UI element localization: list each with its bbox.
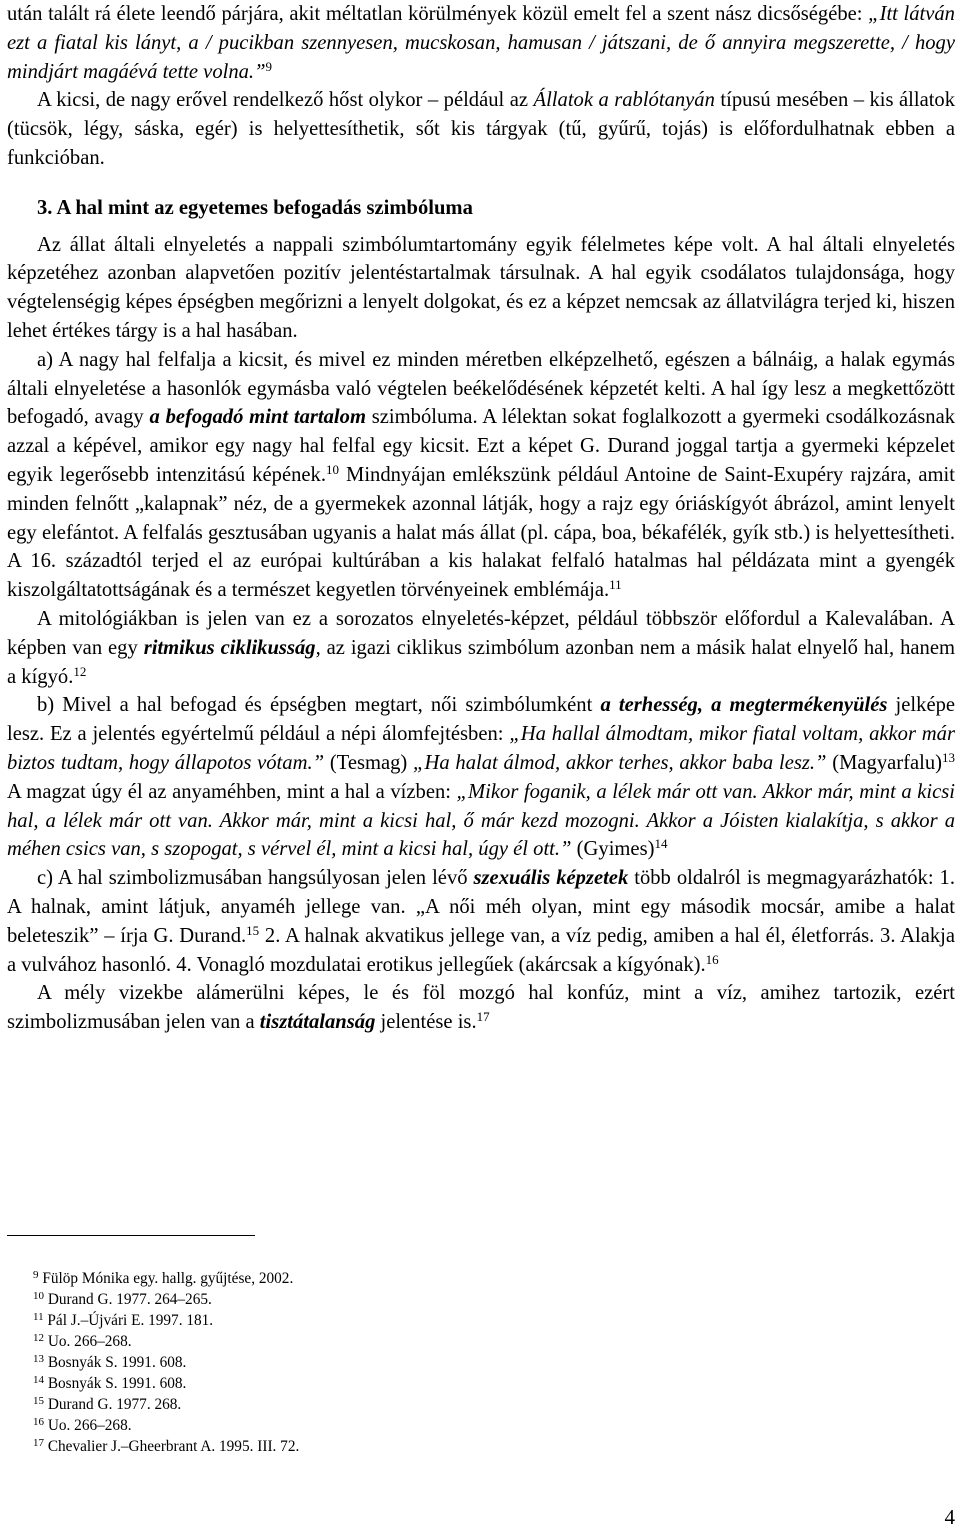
text-run: , az igazi ciklikus szimbólum azonban nem a másik halat elnyelő hal, hanem a kígyó. bbox=[7, 636, 955, 688]
text-run: A kicsi, de nagy erővel rendelkező hőst olykor – például az bbox=[37, 89, 534, 112]
emphasis bbox=[260, 1011, 376, 1033]
emphasis-text: szexuális képzetek bbox=[473, 867, 629, 890]
section-paragraphs bbox=[7, 231, 955, 1037]
paragraph bbox=[7, 346, 955, 605]
text-run: c) A hal szimbolizmusában hangsúlyosan jelen lévő bbox=[37, 867, 474, 890]
emphasis bbox=[474, 867, 629, 889]
footnote-ref: 12 bbox=[73, 663, 87, 679]
emphasis bbox=[150, 406, 366, 428]
footnote-text: Fülöp Mónika egy. hallg. gyűjtése, 2002. bbox=[42, 1270, 294, 1287]
text-run: a) A nagy hal felfalja a kicsit, és mivel ez minden méretben elképzelhető, egészen a bálnáig, a halak egymás általi elnyeletése a hasonlók egymásba való végtelen beékelődésének képzetét kelti. A hal így lesz a megkettőzött befogadó, avagy bbox=[7, 348, 955, 429]
footnote-ref: 13 bbox=[942, 749, 955, 765]
footnotes bbox=[33, 1268, 299, 1457]
footnote-ref: 15 bbox=[246, 922, 260, 938]
footnote-text: Durand G. 1977. 268. bbox=[47, 1396, 182, 1413]
footnote-ref: 10 bbox=[325, 461, 339, 477]
text-run: (Gyimes) bbox=[571, 838, 655, 861]
body-text bbox=[7, 0, 955, 1037]
opening-paragraphs bbox=[7, 0, 955, 173]
footnote-text: Durand G. 1977. 264–265. bbox=[47, 1291, 212, 1308]
text-run: (Tesmag) bbox=[324, 751, 414, 774]
quotation: „Ha halat álmod, akkor terhes, akkor baba lesz.” bbox=[413, 751, 827, 774]
text-run: A mély vizekbe alámerülni képes, le és föl mozgó hal konfúz, mint a víz, amihez tartozik, ezért szimbolizmusában jelen van a bbox=[7, 982, 955, 1034]
footnote-number: 17 bbox=[33, 1437, 44, 1449]
paragraph bbox=[7, 605, 955, 691]
footnote-number: 15 bbox=[33, 1395, 44, 1407]
footnote-number: 10 bbox=[33, 1290, 44, 1302]
emphasis-text: a befogadó mint tartalom bbox=[149, 406, 366, 429]
document-page bbox=[7, 0, 955, 1037]
paragraph bbox=[7, 979, 955, 1037]
footnote-number: 11 bbox=[33, 1311, 44, 1323]
quotation: „Ha hallal álmodtam, mikor fiatal voltam, akkor már biztos tudtam, hogy állapotos vótam.” bbox=[7, 723, 955, 774]
footnote bbox=[33, 1394, 299, 1415]
page-number: 4 bbox=[944, 1505, 955, 1529]
emphasis bbox=[600, 694, 887, 716]
footnote-text: Uo. 266–268. bbox=[47, 1417, 132, 1434]
paragraph bbox=[7, 231, 955, 346]
text-run: több oldalról is megmagyarázhatók: 1. A halnak, amint látjuk, anyaméh jellege van. „A női méh olyan, mint egy második mocsár, amibe a halat beleteszik” – írja G. Durand. bbox=[7, 867, 955, 947]
footnote bbox=[33, 1352, 299, 1373]
text-run: A magzat úgy él az anyaméhben, mint a hal a vízben: bbox=[7, 780, 457, 803]
footnote bbox=[33, 1436, 299, 1457]
footnote-ref: 16 bbox=[705, 951, 719, 967]
text-run: Mindnyájan emlékszünk például Antoine de Saint-Exupéry rajzára, amit minden felnőtt „kalapnak” néz, de a gyermekek azonnal látják, hogy a rajz egy óriáskígyót ábrázol, amint lenyelt egy elefántot. A felfalás gesztusában ugyanis a halat más állat (pl. cápa, boa, békafélék, gyík stb.) is helyettesítheti. A 16. századtól terjed el az európai kultúrában a kis halakat felfaló hatalmas hal példázata mint a gyengék kiszolgáltatottságának és a természet kegyetlen törvényeinek emblémája. bbox=[7, 463, 955, 602]
footnote-ref: 11 bbox=[609, 577, 622, 593]
footnote-text: Uo. 266–268. bbox=[47, 1333, 132, 1350]
quotation: „Itt látván ezt a fiatal kis lányt, a / pucikban szennyesen, mucskosan, hamusan / játszani, de ő annyira megszerette, / hogy mindjárt magáévá tette volna.” bbox=[7, 3, 955, 83]
footnote bbox=[33, 1415, 299, 1436]
text-run: szimbóluma. A lélektan sokat foglalkozott a gyermeki csodálkozásnak azzal a képével, amikor egy nagy hal felfal egy kicsit. Ezt a képet G. Durand joggal tartja a gyermeki képzelet egyik legerősebb intenzitású képének. bbox=[7, 406, 956, 486]
text-run: (Magyarfalu) bbox=[826, 751, 942, 774]
section-heading: 3. A hal mint az egyetemes befogadás szimbóluma bbox=[37, 196, 473, 219]
emphasis bbox=[144, 637, 316, 659]
footnote-text: Chevalier J.–Gheerbrant A. 1995. III. 72. bbox=[47, 1438, 300, 1455]
emphasis-text: tisztátalanság bbox=[259, 1011, 376, 1034]
footnote-number: 9 bbox=[33, 1269, 39, 1281]
paragraph bbox=[7, 0, 955, 86]
text-run: után talált rá élete leendő párjára, akit méltatlan körülmények közül emelt fel a szent nász dicsőségébe: bbox=[7, 3, 869, 25]
footnote bbox=[33, 1373, 299, 1394]
paragraph bbox=[7, 86, 955, 172]
footnote bbox=[33, 1289, 299, 1310]
emphasis-text: a terhesség, a megtermékenyülés bbox=[600, 694, 888, 717]
footnote-ref: 9 bbox=[265, 58, 273, 74]
text-run: típusú mesében – kis állatok (tücsök, légy, sáska, egér) is helyettesíthetik, sőt kis tárgyak (tű, gyűrű, tojás) is előfordulhatnak ebben a funkcióban. bbox=[7, 89, 956, 169]
footnote bbox=[33, 1268, 299, 1289]
text-run: jelképe lesz. Ez a jelentés egyértelmű például a népi álomfejtésben: bbox=[7, 694, 956, 746]
footnote-ref: 17 bbox=[476, 1009, 490, 1025]
footnote-number: 12 bbox=[33, 1332, 44, 1344]
footnote-text: Bosnyák S. 1991. 608. bbox=[47, 1354, 187, 1371]
text-run: Az állat általi elnyeletés a nappali szimbólumtartomány egyik félelmetes képe volt. A hal általi elnyeletés képzetéhez azonban alapvetően pozitív jelentéstartalmak társulnak. A hal egyik csodálatos tulajdonsága, hogy végtelenségig képes épségben megőrizni a lenyelt dolgokat, és ez a képzet nemcsak az állatvilágra terjed ki, hiszen lehet értékes tárgy is a hal hasában. bbox=[7, 233, 955, 342]
footnote-text: Bosnyák S. 1991. 608. bbox=[47, 1375, 187, 1392]
text-run: A mitológiákban is jelen van ez a sorozatos elnyeletés-képzet, például többször előfordul a Kalevalában. A képben van egy bbox=[7, 607, 955, 659]
text-run: b) Mivel a hal befogad és épségben megtart, női szimbólumként bbox=[37, 694, 601, 717]
footnote-number: 13 bbox=[33, 1353, 44, 1365]
footnote-separator bbox=[7, 1235, 255, 1236]
footnote-number: 14 bbox=[33, 1374, 44, 1386]
quotation: Állatok a rablótanyán bbox=[533, 89, 715, 112]
footnote-ref: 14 bbox=[654, 836, 668, 852]
text-run: 2. A halnak akvatikus jellege van, a víz pedig, amiben a hal él, életforrás. 3. Alakja a vulvához hasonló. 4. Vonagló mozdulatai erotikus jellegűek (akárcsak a kígyónak). bbox=[7, 924, 955, 976]
quotation: „Mikor foganik, a lélek már ott van. Akkor már, mint a kicsi hal, a lélek már ott van. Akkor már, mint a kicsi hal, ő már kezd mozogni. Akkor a Jóisten kialakítja, s akkor a méhen csics van, s szopogat, s vérvel él, mint a kicsi hal, úgy él ott.” bbox=[7, 780, 955, 861]
text-run: jelentése is. bbox=[375, 1011, 477, 1034]
footnote-text: Pál J.–Újvári E. 1997. 181. bbox=[47, 1312, 214, 1329]
footnote-number: 16 bbox=[33, 1416, 44, 1428]
paragraph bbox=[7, 864, 955, 979]
footnote bbox=[33, 1331, 299, 1352]
footnote bbox=[33, 1310, 299, 1331]
emphasis-text: ritmikus ciklikusság bbox=[143, 636, 316, 659]
paragraph bbox=[7, 691, 955, 864]
